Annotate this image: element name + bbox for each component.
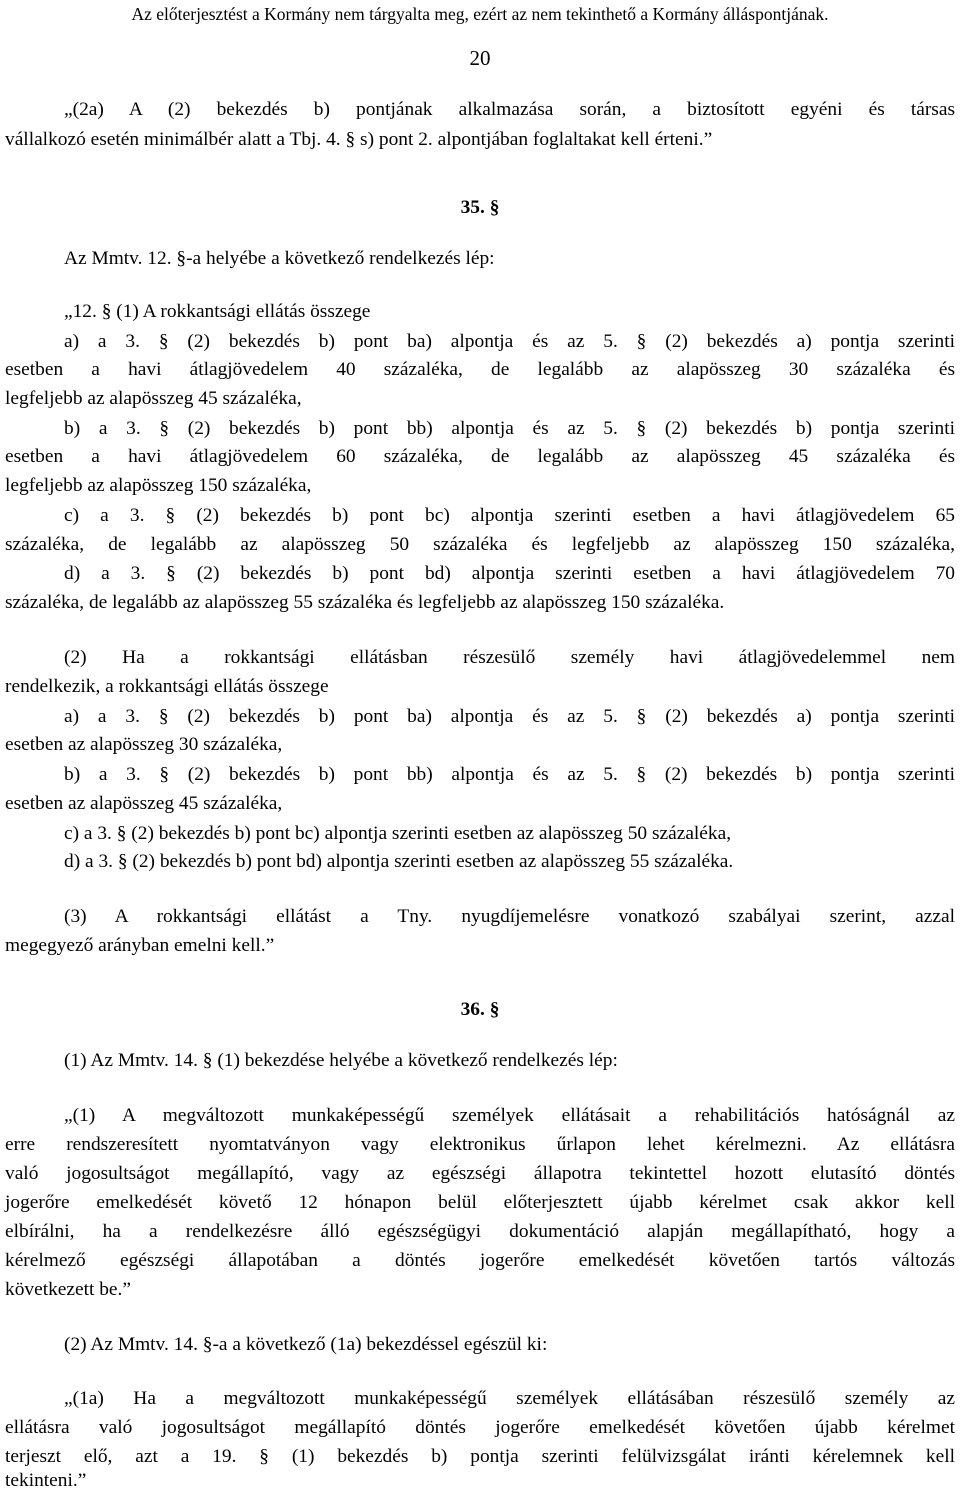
text-line: kérelmező egészségi állapotában a döntés jogerőre emelkedését követően tartós változás [5, 1250, 955, 1271]
text-line: megegyező arányban emelni kell.” [5, 935, 275, 956]
text-line: tekinteni.” [5, 1470, 87, 1491]
text-line: b) a 3. § (2) bekezdés b) pont bb) alpontja és az 5. § (2) bekezdés b) pontja szerinti [64, 418, 955, 439]
document-notice-header: Az előterjesztést a Kormány nem tárgyalta meg, ezért az nem tekinthető a Kormány álláspontjának. [131, 4, 829, 24]
text-line: elbírálni, ha a rendelkezésre álló egészségügyi dokumentáció alapján megállapítható, hogy a [5, 1221, 955, 1242]
text-line: esetben az alapösszeg 30 százaléka, [5, 734, 283, 755]
text-line: esetben a havi átlagjövedelem 40 százaléka, de legalább az alapösszeg 30 százaléka és [5, 359, 955, 380]
text-line: ellátásra való jogosultságot megállapító döntés jogerőre emelkedését követően újabb kérelmet [5, 1417, 955, 1438]
text-line: „(1a) Ha a megváltozott munkaképességű személyek ellátásában részesülő személy az [64, 1388, 955, 1409]
text-line: (1) Az Mmtv. 14. § (1) bekezdése helyébe a következő rendelkezés lép: [64, 1050, 618, 1071]
text-line: következett be.” [5, 1279, 131, 1300]
text-line: erre rendszeresített nyomtatványon vagy elektronikus űrlapon lehet kérelmezni. Az ellátásra [5, 1134, 955, 1155]
text-line: d) a 3. § (2) bekezdés b) pont bd) alpontja szerinti esetben az alapösszeg 55 százaléka. [64, 851, 734, 872]
page-number: 20 [469, 46, 491, 70]
text-line: esetben a havi átlagjövedelem 60 százaléka, de legalább az alapösszeg 45 százaléka és [5, 446, 955, 467]
text-line: terjeszt elő, azt a 19. § (1) bekezdés b) pontja szerinti felülvizsgálat iránti kérelemnek kell [5, 1446, 955, 1467]
text-line: „(2a) A (2) bekezdés b) pontjának alkalmazása során, a biztosított egyéni és társas [64, 99, 955, 120]
text-line: való jogosultságot megállapító, vagy az egészségi állapotra tekintettel hozott elutasító döntés [5, 1163, 955, 1184]
text-line: b) a 3. § (2) bekezdés b) pont bb) alpontja és az 5. § (2) bekezdés b) pontja szerinti [64, 764, 955, 785]
text-line: d) a 3. § (2) bekezdés b) pont bd) alpontja szerinti esetben a havi átlagjövedelem 70 [64, 563, 955, 584]
text-line: c) a 3. § (2) bekezdés b) pont bc) alpontja szerinti esetben a havi átlagjövedelem 65 [64, 505, 955, 526]
text-line: c) a 3. § (2) bekezdés b) pont bc) alpontja szerinti esetben az alapösszeg 50 százaléka, [64, 823, 732, 844]
text-line: a) a 3. § (2) bekezdés b) pont ba) alpontja és az 5. § (2) bekezdés a) pontja szerinti [64, 331, 955, 352]
text-line: Az Mmtv. 12. §-a helyébe a következő rendelkezés lép: [64, 248, 495, 269]
text-line: (2) Ha a rokkantsági ellátásban részesülő személy havi átlagjövedelemmel nem [64, 647, 955, 668]
text-line: legfeljebb az alapösszeg 150 százaléka, [5, 475, 312, 496]
text-line: esetben az alapösszeg 45 százaléka, [5, 793, 283, 814]
text-line: (3) A rokkantsági ellátást a Tny. nyugdíjemelésre vonatkozó szabályai szerint, azzal [64, 906, 955, 927]
text-line: „(1) A megváltozott munkaképességű személyek ellátásait a rehabilitációs hatóságnál az [64, 1105, 955, 1126]
text-line: százaléka, de legalább az alapösszeg 50 százaléka és legfeljebb az alapösszeg 150 százaléka, [5, 534, 955, 555]
text-line: százaléka, de legalább az alapösszeg 55 százaléka és legfeljebb az alapösszeg 150 százaléka. [5, 592, 725, 613]
text-line: a) a 3. § (2) bekezdés b) pont ba) alpontja és az 5. § (2) bekezdés a) pontja szerinti [64, 706, 955, 727]
text-line: legfeljebb az alapösszeg 45 százaléka, [5, 388, 302, 409]
section-heading: 36. § [460, 999, 500, 1020]
text-line: (2) Az Mmtv. 14. §-a a következő (1a) bekezdéssel egészül ki: [64, 1334, 548, 1355]
text-line: jogerőre emelkedését követő 12 hónapon belül előterjesztett újabb kérelmet csak akkor kell [5, 1192, 955, 1213]
section-heading: 35. § [460, 197, 500, 218]
text-line: vállalkozó esetén minimálbér alatt a Tbj. 4. § s) pont 2. alpontjában foglaltakat kell érteni.” [5, 129, 713, 150]
text-line: „12. § (1) A rokkantsági ellátás összege [64, 301, 371, 322]
text-line: rendelkezik, a rokkantsági ellátás összege [5, 676, 329, 697]
